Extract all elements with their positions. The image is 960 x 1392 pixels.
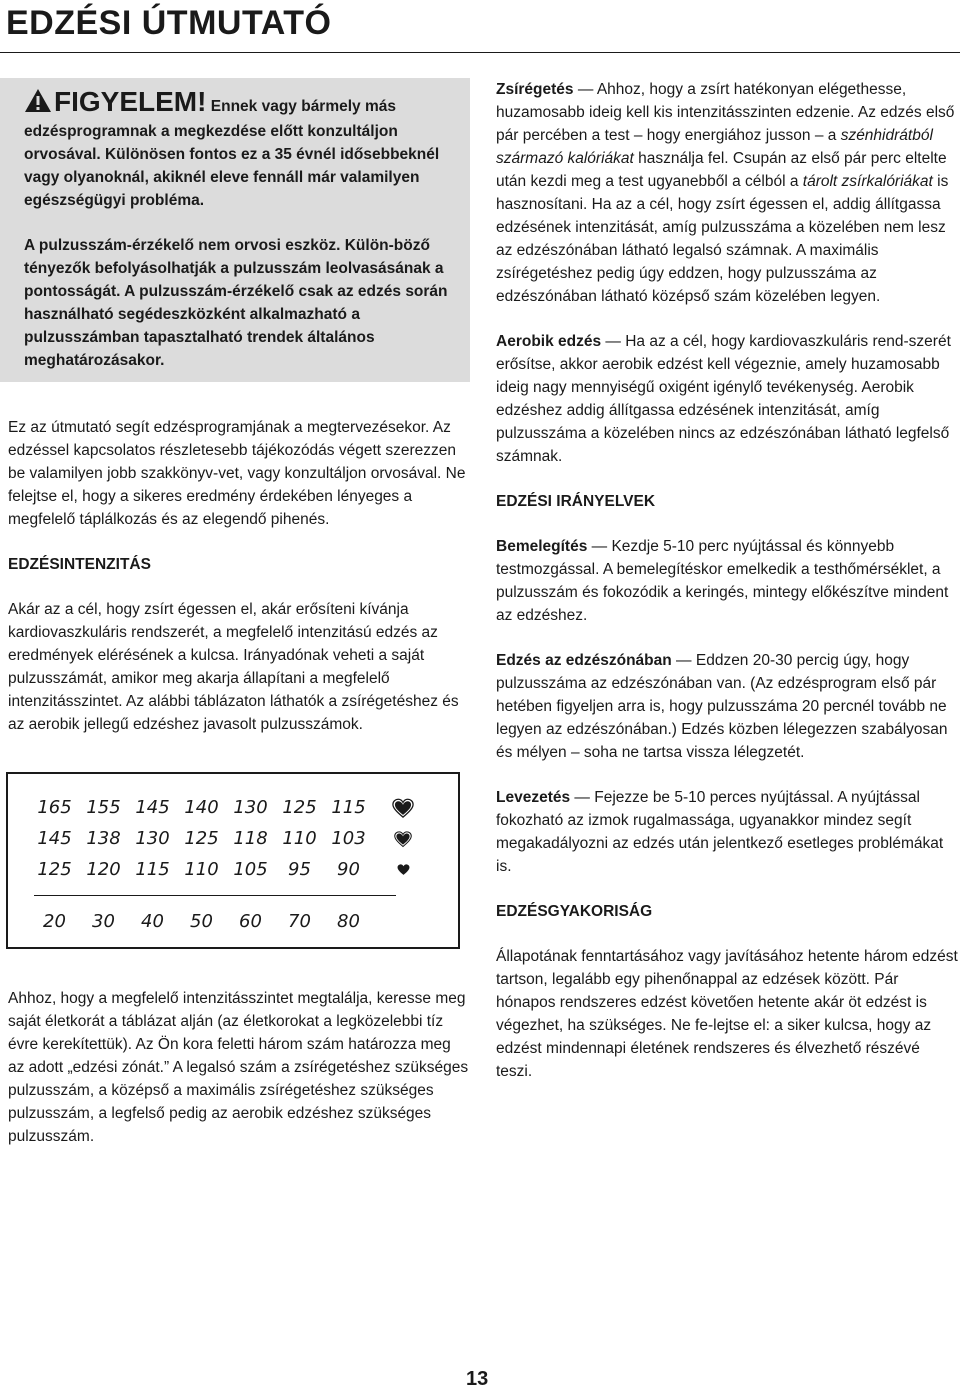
heart-rate-value: 125 — [282, 797, 317, 818]
heart-rate-value: 118 — [233, 828, 268, 849]
heart-rate-value: 145 — [135, 797, 170, 818]
zone-training-term: Edzés az edzészónában — [496, 652, 672, 669]
heart-rate-table — [6, 772, 460, 949]
heart-rate-value: 115 — [331, 797, 366, 818]
age-value: 60 — [239, 911, 262, 932]
heart-rate-value: 120 — [86, 859, 121, 880]
heart-rate-value: 95 — [288, 859, 311, 880]
heart-rate-value: 115 — [135, 859, 170, 880]
heart-rate-value: 110 — [184, 859, 219, 880]
age-value: 50 — [190, 911, 213, 932]
heart-icon — [383, 830, 423, 848]
fat-burning-italic-2: tárolt zsírkalóriákat — [802, 173, 933, 190]
warmup-paragraph: Bemelegítés — Kezdje 5-10 perc nyújtással és könnyebb testmozgással. A bemelegítéskor emelkedik a testhőmérséklet, a pulzusszám és fokozódik a keringés, mintegy előkészítve mindent az edzéshez. — [496, 538, 949, 624]
aerobic-term: Aerobik edzés — [496, 333, 602, 350]
right-column — [496, 78, 958, 1083]
age-value: 70 — [288, 911, 311, 932]
intro-paragraph: Ez az útmutató segít edzésprogramjának a megtervezésekor. Az edzéssel kapcsolatos részletesebb tájékozódás végett szerezzen be valamilyen jobb szakkönyv-vet, vagy konzultáljon orvosával. Ne felejtse el, hogy a sikeres eredmény érdekében lényeges a megfelelő táplálkozás és az elegendő pihenés. — [8, 419, 466, 528]
age-value: 80 — [337, 911, 360, 932]
heart-icon — [383, 863, 423, 876]
title-rule — [0, 52, 960, 53]
heart-rate-value: 165 — [37, 797, 72, 818]
heart-rate-value: 140 — [184, 797, 219, 818]
warning-lead — [24, 88, 452, 212]
cooldown-paragraph: Levezetés — Fejezze be 5-10 perces nyújtással. A nyújtással fokozható az izmok rugalmassága, ugyanakkor mindez segít megakadályozni az edzés után jelentkező esetleges problémákat is. — [496, 789, 944, 875]
fat-burning-term: Zsírégetés — [496, 81, 574, 98]
left-column — [8, 78, 470, 1148]
aerobic-paragraph: Aerobik edzés — Ha az a cél, hogy kardiovaszkuláris rend-szerét erősítse, akkor aerobik edzést kell végeznie, amely huzamosabb ideig nagy mennyiségű oxigént igénylő tevékenység. Aerobik edzéshez addig állítgassa edzésének intenzitását, amíg pulzusszáma a közelében nincs az edzészónában látható legfelső számnak. — [496, 333, 951, 465]
heart-rate-row — [30, 792, 423, 823]
heart-rate-value: 90 — [337, 859, 360, 880]
warning-box — [0, 78, 470, 382]
age-value: 40 — [141, 911, 164, 932]
frequency-heading: EDZÉSGYAKORISÁG — [496, 903, 653, 920]
heart-rate-value: 138 — [86, 828, 121, 849]
warning-sensor-note: A pulzusszám-érzékelő nem orvosi eszköz. Külön-böző tényezők befolyásolhatják a pulzusszám leolvasásának a pontosságát. A pulzusszám-érzékelő csak az edzés során használható segédeszközként alkalmazható a pulzusszámban tapasztalható trendek általános meghatározásakor. — [24, 237, 448, 369]
warning-heading: FIGYELEM! — [54, 86, 207, 117]
warning-triangle-icon — [24, 88, 52, 120]
zone-training-paragraph: Edzés az edzészónában — Eddzen 20-30 percig úgy, hogy pulzusszáma az edzészónában van. (Az edzésprogram első pár hetében figyeljen arra is, hogy pulzusszáma 20 percnél tovább ne legyen az edzészónában.) Edzés közben lélegezzen szabályosan és mélyen – soha ne tartsa vissza lélegzetét. — [496, 652, 948, 761]
guidelines-heading: EDZÉSI IRÁNYELVEK — [496, 493, 656, 510]
heart-icon — [383, 797, 423, 819]
page-number: 13 — [466, 1368, 489, 1390]
intensity-paragraph: Akár az a cél, hogy zsírt égessen el, akár erősíteni kívánja kardiovaszkuláris rendszerét, a megfelelő intenzitású edzés az eredmények elérésének a kulcsa. Irányadónak veheti a saját pulzusszámát, amikor meg akarja állapítani a megfelelő intenzitásszintet. Az alábbi táblázaton láthatók a zsírégetéshez és az aerobik jellegű edzéshez javasolt pulzusszámok. — [8, 601, 459, 733]
age-row — [30, 910, 373, 933]
age-divider — [34, 895, 396, 896]
age-value: 30 — [92, 911, 115, 932]
heart-rate-row — [30, 823, 423, 854]
heart-rate-row — [30, 854, 423, 885]
heart-rate-value: 130 — [135, 828, 170, 849]
page-title: EDZÉSI ÚTMUTATÓ — [6, 4, 332, 42]
heart-rate-grid — [30, 792, 423, 885]
age-value: 20 — [43, 911, 66, 932]
heart-rate-value: 105 — [233, 859, 268, 880]
heart-rate-value: 125 — [184, 828, 219, 849]
heart-rate-value: 130 — [233, 797, 268, 818]
intensity-heading: EDZÉSINTENZITÁS — [8, 556, 151, 573]
cooldown-term: Levezetés — [496, 789, 571, 806]
fat-burning-paragraph: Zsírégetés — Ahhoz, hogy a zsírt hatékonyan elégethesse, huzamosabb ideig kell kis intenzitásszinten edzenie. Az edzés első pár percében a test – hogy energiához jusson – a szénhidrátból származó kalóriákat használja fel. Csupán az első pár perc eltelte után kezdi meg a test ugyanebből a célból a tárolt zsírkalóriákat is hasznosítani. Ha az a cél, hogy zsírt égessen el, addig állítgassa edzésének intenzitását, amíg pulzusszáma a közelében nem lesz az edzészónában látható legalsó számnak. A maximális zsírégetéshez pedig úgy eddzen, hogy pulzusszáma az edzészónában látható középső szám közelében legyen. — [496, 81, 955, 305]
warning-lead-text: Ennek vagy bármely más edzésprogramnak a megkezdése előtt konzultáljon orvosával. Különösen fontos ez a 35 évnél idősebbeknél vagy olyanoknál, akiknél eleve fennáll már valamilyen egészségügyi probléma. — [24, 98, 440, 209]
heart-rate-value: 125 — [37, 859, 72, 880]
fat-burning-italic-1: szénhidrátból származó kalóriákat — [496, 127, 933, 167]
frequency-paragraph: Állapotának fenntartásához vagy javításához hetente három edzést tartson, legalább egy pihenőnappal az edzések között. Pár hónapos rendszeres edzést követően hetente akár öt edzést is végezhet, ha szükséges. Ne fe-lejtse el: a siker kulcsa, hogy az edzést mindennapi életének rendszeres és élvezhető részévé teszi. — [496, 948, 958, 1080]
zone-explanation: Ahhoz, hogy a megfelelő intenzitásszintet megtalálja, keresse meg saját életkorát a táblázat alján (az életkorokat a legközelebbi tíz évre kerekítettük). Az Ön kora feletti három szám határozza meg az adott „edzési zónát.” A legalsó szám a zsírégetéshez szükséges pulzusszám, a középső a maximális zsírégetéshez szükséges pulzusszám, a legfelső pedig az aerobik edzéshez szükséges pulzusszám. — [8, 990, 469, 1145]
heart-rate-value: 103 — [331, 828, 366, 849]
heart-rate-value: 110 — [282, 828, 317, 849]
heart-rate-value: 155 — [86, 797, 121, 818]
warmup-term: Bemelegítés — [496, 538, 588, 555]
heart-rate-value: 145 — [37, 828, 72, 849]
